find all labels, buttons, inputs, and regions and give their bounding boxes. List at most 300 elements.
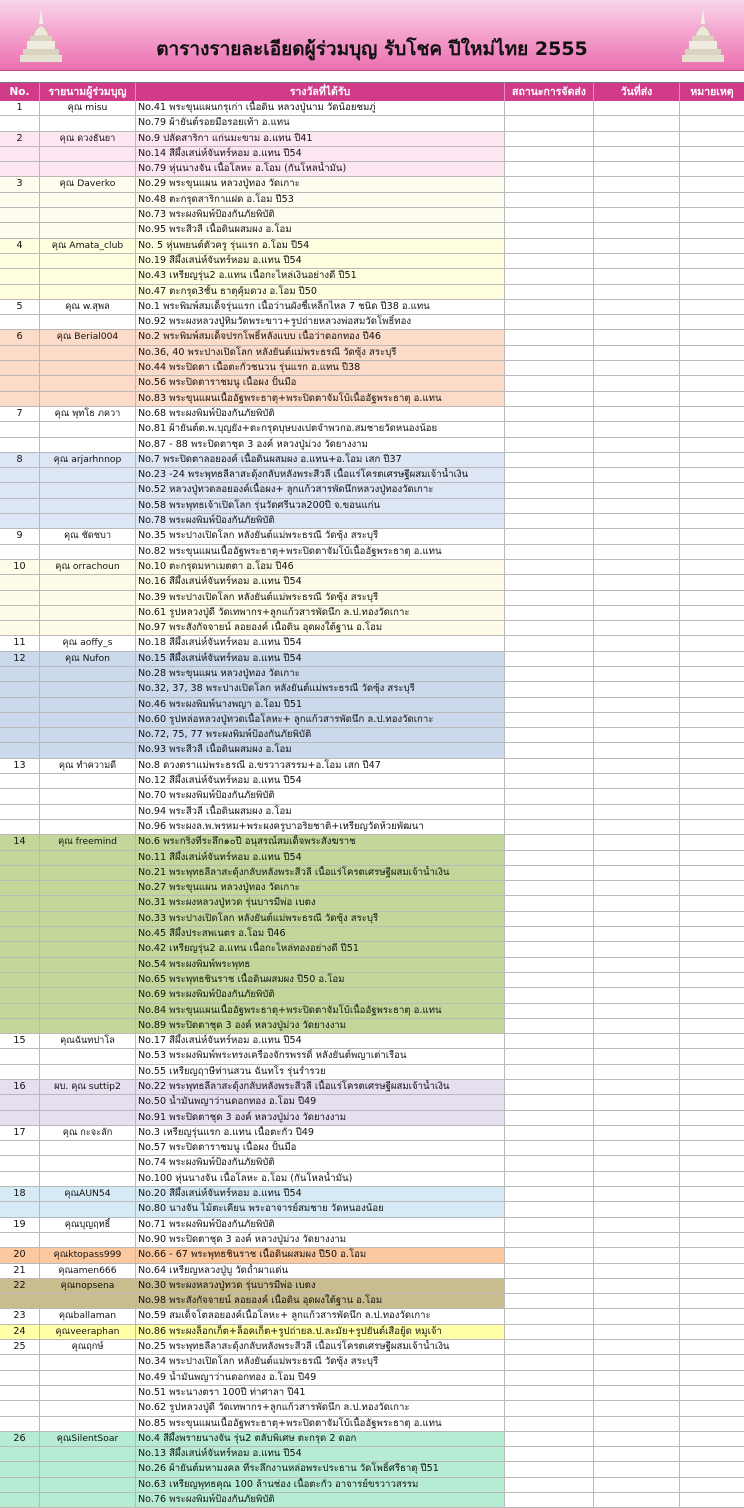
participant-name <box>40 942 136 956</box>
remarks-cell <box>680 223 744 237</box>
table-row <box>0 636 744 651</box>
prize-description: No.63 เหรียญพุทธคุณ 100 ล้านช่อง เนื้อตะกั่ว อาจารย์ขรวาวสรรม <box>136 1478 505 1492</box>
remarks-cell <box>680 851 744 865</box>
remarks-cell <box>680 881 744 895</box>
remarks-cell <box>680 713 744 727</box>
ship-date-cell <box>594 101 680 115</box>
remarks-cell <box>680 927 744 941</box>
shipping-status-cell <box>505 514 594 528</box>
ship-date-cell <box>594 223 680 237</box>
shipping-status-cell <box>505 1156 594 1170</box>
row-number <box>0 1371 40 1385</box>
remarks-cell <box>680 1417 744 1431</box>
table-row <box>0 499 744 514</box>
participant-name <box>40 789 136 803</box>
shipping-status-cell <box>505 346 594 360</box>
shipping-status-cell <box>505 1264 594 1278</box>
table-row <box>0 820 744 835</box>
ship-date-cell <box>594 285 680 299</box>
shipping-status-cell <box>505 1233 594 1247</box>
row-number <box>0 376 40 390</box>
shipping-status-cell <box>505 835 594 849</box>
table-row <box>0 514 744 529</box>
table-row <box>0 177 744 192</box>
participant-name: คุณ misu <box>40 101 136 115</box>
prize-description: No.32, 37, 38 พระปางเปิดโลก หลังยันต์แม่พระธรณี วัดซุ้ง สระบุรี <box>136 682 505 696</box>
participant-name <box>40 1478 136 1492</box>
shipping-status-cell <box>505 591 594 605</box>
participant-name <box>40 896 136 910</box>
participant-name: คุณballaman <box>40 1309 136 1323</box>
remarks-cell <box>680 1065 744 1079</box>
shipping-status-cell <box>505 239 594 253</box>
table-row <box>0 682 744 697</box>
prize-description: No.53 พระผงพิมพ์พระทรงเครื่องจักรพรรดิ์ หลังยันต์พญาเต่าเรือน <box>136 1049 505 1063</box>
ship-date-cell <box>594 499 680 513</box>
shipping-status-cell <box>505 1355 594 1369</box>
table-row <box>0 1371 744 1386</box>
shipping-status-cell <box>505 759 594 773</box>
prize-description: No.30 พระผงหลวงปู่ทวด รุ่นบารมีพ่อ เบตง <box>136 1279 505 1293</box>
shipping-status-cell <box>505 1386 594 1400</box>
prize-description: No.91 พระปิดตาชุด 3 องค์ หลวงปู่ม่วง วัดยางงาม <box>136 1111 505 1125</box>
shipping-status-cell <box>505 1080 594 1094</box>
shipping-status-cell <box>505 208 594 222</box>
shipping-status-cell <box>505 193 594 207</box>
shipping-status-cell <box>505 805 594 819</box>
participant-name: คุณ กะจะลัก <box>40 1126 136 1140</box>
table-row <box>0 1019 744 1034</box>
row-number <box>0 606 40 620</box>
ship-date-cell <box>594 407 680 421</box>
table-row <box>0 116 744 131</box>
prize-description: No.96 พระผงล.พ.พรหม+พระผงครูบาอริยชาติ+เหรียญวัดห้วยพัฒนา <box>136 820 505 834</box>
row-number <box>0 591 40 605</box>
participant-name <box>40 1141 136 1155</box>
shipping-status-cell <box>505 132 594 146</box>
shipping-status-cell <box>505 575 594 589</box>
participant-name <box>40 713 136 727</box>
ship-date-cell <box>594 698 680 712</box>
remarks-cell <box>680 606 744 620</box>
table-row <box>0 698 744 713</box>
remarks-cell <box>680 1386 744 1400</box>
remarks-cell <box>680 560 744 574</box>
table-row <box>0 560 744 575</box>
prize-description: No.68 พระผงพิมพ์ป้องกันภัยพิบัติ <box>136 407 505 421</box>
remarks-cell <box>680 1401 744 1415</box>
shipping-status-cell <box>505 973 594 987</box>
row-number <box>0 988 40 1002</box>
participant-name <box>40 1004 136 1018</box>
row-number <box>0 728 40 742</box>
participant-name <box>40 1111 136 1125</box>
prize-description: No.6 พระกริ่งที่ระลึก๑๐ปี อนุสรณ์สมเด็จพระสังฆราช <box>136 835 505 849</box>
remarks-cell <box>680 1309 744 1323</box>
participant-name: คุณktopass999 <box>40 1248 136 1262</box>
prize-description: No.25 พระพุทธลีลาสะดุ้งกลับหลังพระสีวลี เนื้อแร่โครตเศรษฐีผสมเจ้าน้ำเงิน <box>136 1340 505 1354</box>
participant-name <box>40 193 136 207</box>
header-no: No. <box>0 83 40 102</box>
ship-date-cell <box>594 1447 680 1461</box>
participant-name <box>40 1233 136 1247</box>
prize-description: No.81 ผ้ายันต์ต.พ.บุญยัง+ตะกรุดบุษบงเปตจำพวกอ.สมชายวัดหนองน้อย <box>136 422 505 436</box>
remarks-cell <box>680 499 744 513</box>
row-number <box>0 208 40 222</box>
participant-name <box>40 1493 136 1507</box>
row-number: 4 <box>0 239 40 253</box>
shipping-status-cell <box>505 1325 594 1339</box>
row-number: 3 <box>0 177 40 191</box>
participant-name: คุณฉันทปาโล <box>40 1034 136 1048</box>
prize-description: No.54 พระผงพิมพ์พระพุทธ <box>136 958 505 972</box>
table-row <box>0 545 744 560</box>
row-number: 9 <box>0 529 40 543</box>
prize-description: No.83 พระขุนแผนเนื้ออัฐพระธาตุ+พระปิดตาจัมโบ้เนื้ออัฐพระธาตุ อ.แทน <box>136 392 505 406</box>
shipping-status-cell <box>505 927 594 941</box>
prize-description: No.9 ปลัดสาริกา แก่นมะขาม อ.แทน ปี41 <box>136 132 505 146</box>
shipping-status-cell <box>505 1202 594 1216</box>
row-number <box>0 1493 40 1507</box>
ship-date-cell <box>594 973 680 987</box>
remarks-cell <box>680 743 744 757</box>
table-row <box>0 132 744 147</box>
shipping-status-cell <box>505 1172 594 1186</box>
table-header <box>0 82 744 103</box>
prize-description: No.52 หลวงปู่ทวดลอยองค์เนื้อผง+ ลูกแก้วสารพัดนึกหลวงปู่ทองวัดเกาะ <box>136 483 505 497</box>
prize-description: No.16 สีผึ้งเสน่ห์จันทร์หอม อ.แทน ปี54 <box>136 575 505 589</box>
participant-name <box>40 1049 136 1063</box>
row-number <box>0 1386 40 1400</box>
table-row <box>0 1355 744 1370</box>
remarks-cell <box>680 652 744 666</box>
row-number <box>0 468 40 482</box>
shipping-status-cell <box>505 162 594 176</box>
table-row <box>0 1156 744 1171</box>
remarks-cell <box>680 1462 744 1476</box>
shipping-status-cell <box>505 1111 594 1125</box>
ship-date-cell <box>594 1233 680 1247</box>
ship-date-cell <box>594 1340 680 1354</box>
participant-name <box>40 1202 136 1216</box>
remarks-cell <box>680 789 744 803</box>
participant-name <box>40 1386 136 1400</box>
ship-date-cell <box>594 1034 680 1048</box>
participant-name <box>40 973 136 987</box>
remarks-cell <box>680 1218 744 1232</box>
table-row <box>0 300 744 315</box>
table-row <box>0 575 744 590</box>
prize-description: No.58 พระพุทธเจ้าเปิดโลก รุ่นวัดศรีนวล200ปี จ.ขอนแก่น <box>136 499 505 513</box>
shipping-status-cell <box>505 269 594 283</box>
row-number: 13 <box>0 759 40 773</box>
table-row <box>0 346 744 361</box>
row-number <box>0 789 40 803</box>
shipping-status-cell <box>505 177 594 191</box>
table-row <box>0 529 744 544</box>
table-row <box>0 315 744 330</box>
prize-description: No.28 พระขุนแผน หลวงปู่ทอง วัดเกาะ <box>136 667 505 681</box>
header-ship-date: วันที่ส่ง <box>594 83 680 102</box>
table-row <box>0 591 744 606</box>
ship-date-cell <box>594 866 680 880</box>
participant-name <box>40 866 136 880</box>
remarks-cell <box>680 468 744 482</box>
ship-date-cell <box>594 438 680 452</box>
prize-description: No.80 นางจัน ไม้ตะเคียน พระอาจารย์สมชาย วัดหนองน้อย <box>136 1202 505 1216</box>
prize-description: No.65 พระพุทธชินราช เนื้อดินผสมผง ปี50 อ.โอม <box>136 973 505 987</box>
table-row <box>0 1462 744 1477</box>
prize-description: No.4 สีผึ้งพรายนางจัน รุ่น2 ตลับพิเศษ ตะกรุด 2 ดอก <box>136 1432 505 1446</box>
ship-date-cell <box>594 1126 680 1140</box>
remarks-cell <box>680 835 744 849</box>
remarks-cell <box>680 896 744 910</box>
prize-description: No.31 พระผงหลวงปู่ทวด รุ่นบารมีพ่อ เบตง <box>136 896 505 910</box>
prize-description: No.89 พระปิดตาชุด 3 องค์ หลวงปู่ม่วง วัดยางงาม <box>136 1019 505 1033</box>
ship-date-cell <box>594 743 680 757</box>
table-row <box>0 147 744 162</box>
remarks-cell <box>680 1126 744 1140</box>
row-number: 16 <box>0 1080 40 1094</box>
shipping-status-cell <box>505 223 594 237</box>
table-row <box>0 483 744 498</box>
ship-date-cell <box>594 1432 680 1446</box>
participant-name <box>40 1065 136 1079</box>
participant-name <box>40 988 136 1002</box>
prize-description: No.23 -24 พระพุทธลีลาสะดุ้งกลับหลังพระสีวลี เนื้อแร่โครตเศรษฐีผสมเจ้าน้ำเงิน <box>136 468 505 482</box>
participant-name <box>40 820 136 834</box>
row-number: 1 <box>0 101 40 115</box>
remarks-cell <box>680 514 744 528</box>
shipping-status-cell <box>505 315 594 329</box>
table-row <box>0 468 744 483</box>
remarks-cell <box>680 1294 744 1308</box>
row-number: 12 <box>0 652 40 666</box>
participant-name: คุณSilentSoar <box>40 1432 136 1446</box>
shipping-status-cell <box>505 667 594 681</box>
ship-date-cell <box>594 1049 680 1063</box>
participant-name <box>40 575 136 589</box>
row-number <box>0 223 40 237</box>
shipping-status-cell <box>505 468 594 482</box>
participant-name <box>40 361 136 375</box>
remarks-cell <box>680 1493 744 1507</box>
participant-name: คุณ orrachoun <box>40 560 136 574</box>
remarks-cell <box>680 269 744 283</box>
ship-date-cell <box>594 805 680 819</box>
row-number: 8 <box>0 453 40 467</box>
table-row <box>0 1309 744 1324</box>
shipping-status-cell <box>505 774 594 788</box>
remarks-cell <box>680 193 744 207</box>
remarks-cell <box>680 1248 744 1262</box>
row-number <box>0 958 40 972</box>
prize-description: No.17 สีผึ้งเสน่ห์จันทร์หอม อ.แทน ปี54 <box>136 1034 505 1048</box>
participant-name: คุณ aoffy_s <box>40 636 136 650</box>
row-number <box>0 285 40 299</box>
title-banner <box>0 0 744 71</box>
participant-name: คุณ พุทโธ ภควา <box>40 407 136 421</box>
prize-description: No.93 พระสีวลี เนื้อดินผสมผง อ.โอม <box>136 743 505 757</box>
remarks-cell <box>680 407 744 421</box>
prize-description: No.73 พระผงพิมพ์ป้องกันภัยพิบัติ <box>136 208 505 222</box>
prize-description: No.71 พระผงพิมพ์ป้องกันภัยพิบัติ <box>136 1218 505 1232</box>
table-row <box>0 743 744 758</box>
row-number <box>0 575 40 589</box>
ship-date-cell <box>594 958 680 972</box>
participant-name <box>40 1401 136 1415</box>
prize-description: No.15 สีผึ้งเสน่ห์จันทร์หอม อ.แทน ปี54 <box>136 652 505 666</box>
remarks-cell <box>680 1141 744 1155</box>
participant-name <box>40 851 136 865</box>
row-number <box>0 1478 40 1492</box>
row-number <box>0 422 40 436</box>
shipping-status-cell <box>505 300 594 314</box>
participant-name <box>40 728 136 742</box>
participant-name <box>40 422 136 436</box>
participant-name: คุณ freemind <box>40 835 136 849</box>
prize-description: No.57 พระปิดตาราชมนู เนื้อผง ปั้นมือ <box>136 1141 505 1155</box>
prize-description: No.78 พระผงพิมพ์ป้องกันภัยพิบัติ <box>136 514 505 528</box>
shipping-status-cell <box>505 820 594 834</box>
shipping-status-cell <box>505 392 594 406</box>
participant-name: คุณ Amata_club <box>40 239 136 253</box>
ship-date-cell <box>594 529 680 543</box>
row-number: 11 <box>0 636 40 650</box>
ship-date-cell <box>594 713 680 727</box>
ship-date-cell <box>594 1141 680 1155</box>
ship-date-cell <box>594 682 680 696</box>
prize-description: No.20 สีผึ้งเสน่ห์จันทร์หอม อ.แทน ปี54 <box>136 1187 505 1201</box>
prize-description: No.7 พระปิดตาลอยองค์ เนื้อดินผสมผง อ.แทน+อ.โอม เสก ปี37 <box>136 453 505 467</box>
shipping-status-cell <box>505 789 594 803</box>
ship-date-cell <box>594 621 680 635</box>
row-number <box>0 912 40 926</box>
row-number <box>0 942 40 956</box>
ship-date-cell <box>594 1294 680 1308</box>
ship-date-cell <box>594 1355 680 1369</box>
ship-date-cell <box>594 942 680 956</box>
remarks-cell <box>680 759 744 773</box>
remarks-cell <box>680 162 744 176</box>
shipping-status-cell <box>505 529 594 543</box>
prize-description: No.48 ตะกรุดสาริกาแฝด อ.โอม ปี53 <box>136 193 505 207</box>
row-number <box>0 483 40 497</box>
shipping-status-cell <box>505 147 594 161</box>
remarks-cell <box>680 1080 744 1094</box>
prize-description: No.62 รูปหลวงปู่ดี วัดเทพากร+ลูกแก้วสารพัดนึก ล.ป.ทองวัดเกาะ <box>136 1401 505 1415</box>
shipping-status-cell <box>505 682 594 696</box>
ship-date-cell <box>594 1325 680 1339</box>
row-number: 24 <box>0 1325 40 1339</box>
remarks-cell <box>680 1355 744 1369</box>
shipping-status-cell <box>505 1019 594 1033</box>
table-row <box>0 361 744 376</box>
header-prize: รางวัลที่ได้รับ <box>136 83 505 102</box>
row-number <box>0 866 40 880</box>
participant-name <box>40 208 136 222</box>
prize-description: No.92 พระผงหลวงปู่ทิมวัดพระขาว+รูปถ่ายหลวงพ่อสมวัดโพธิ์ทอง <box>136 315 505 329</box>
table-row <box>0 376 744 391</box>
remarks-cell <box>680 1432 744 1446</box>
prize-description: No.70 พระผงพิมพ์ป้องกันภัยพิบัติ <box>136 789 505 803</box>
table-row <box>0 1478 744 1493</box>
prize-description: No.47 ตะกรุด3ชั้น ธาตุคุ้มดวง อ.โอม ปี50 <box>136 285 505 299</box>
prize-description: No.84 พระขุนแผนเนื้ออัฐพระธาตุ+พระปิดตาจัมโบ้เนื้ออัฐพระธาตุ อ.แทน <box>136 1004 505 1018</box>
participant-name <box>40 667 136 681</box>
remarks-cell <box>680 1447 744 1461</box>
prize-description: No.8 ดวงตราแม่พระธรณี อ.ขรวาวสรรม+อ.โอม เสก ปี47 <box>136 759 505 773</box>
row-number: 14 <box>0 835 40 849</box>
remarks-cell <box>680 1264 744 1278</box>
table-row <box>0 759 744 774</box>
row-number: 2 <box>0 132 40 146</box>
table-row <box>0 1202 744 1217</box>
shipping-status-cell <box>505 453 594 467</box>
row-number: 23 <box>0 1309 40 1323</box>
participant-name <box>40 1462 136 1476</box>
row-number <box>0 254 40 268</box>
ship-date-cell <box>594 376 680 390</box>
prize-description: No.87 - 88 พระปิดตาชุด 3 องค์ หลวงปู่ม่วง วัดยางงาม <box>136 438 505 452</box>
table-row <box>0 193 744 208</box>
remarks-cell <box>680 1202 744 1216</box>
header-participant: รายนามผู้ร่วมบุญ <box>40 83 136 102</box>
remarks-cell <box>680 1279 744 1293</box>
prize-description: No.61 รูปหลวงปู่ดี วัดเทพากร+ลูกแก้วสารพัดนึก ล.ป.ทองวัดเกาะ <box>136 606 505 620</box>
prize-description: No.55 เหรียญฤาษีท่านสวน ฉันทโร รุ่นร่ำรวย <box>136 1065 505 1079</box>
table-row <box>0 1417 744 1432</box>
table-row <box>0 774 744 789</box>
ship-date-cell <box>594 1080 680 1094</box>
remarks-cell <box>680 438 744 452</box>
prize-description: No.98 พระสังกัจจายน์ ลอยองค์ เนื้อดิน อุดผงใต้ฐาน อ.โอม <box>136 1294 505 1308</box>
table-row <box>0 1401 744 1416</box>
ship-date-cell <box>594 560 680 574</box>
prize-description: No.59 สมเด็จโตลอยองค์เนื้อโลหะ+ ลูกแก้วสารพัดนึก ล.ป.ทองวัดเกาะ <box>136 1309 505 1323</box>
ship-date-cell <box>594 1248 680 1262</box>
remarks-cell <box>680 958 744 972</box>
row-number <box>0 392 40 406</box>
table-row <box>0 438 744 453</box>
shipping-status-cell <box>505 713 594 727</box>
participant-name: คุณฤกษ์ <box>40 1340 136 1354</box>
participant-name <box>40 147 136 161</box>
row-number <box>0 698 40 712</box>
prize-description: No.14 สีผึ้งเสน่ห์จันทร์หอม อ.แทน ปี54 <box>136 147 505 161</box>
table-row <box>0 162 744 177</box>
prize-description: No.29 พระขุนแผน หลวงปู่ทอง วัดเกาะ <box>136 177 505 191</box>
shipping-status-cell <box>505 881 594 895</box>
shipping-status-cell <box>505 698 594 712</box>
ship-date-cell <box>594 330 680 344</box>
remarks-cell <box>680 116 744 130</box>
shipping-status-cell <box>505 116 594 130</box>
table-row <box>0 988 744 1003</box>
prize-description: No.21 พระพุทธลีลาสะดุ้งกลับหลังพระสีวลี เนื้อแร่โครตเศรษฐีผสมเจ้าน้ำเงิน <box>136 866 505 880</box>
table-row <box>0 1386 744 1401</box>
table-row <box>0 866 744 881</box>
row-number <box>0 667 40 681</box>
row-number <box>0 820 40 834</box>
prize-description: No.12 สีผึ้งเสน่ห์จันทร์หอม อ.แทน ปี54 <box>136 774 505 788</box>
row-number <box>0 1156 40 1170</box>
row-number: 25 <box>0 1340 40 1354</box>
participant-name <box>40 1172 136 1186</box>
table-row <box>0 269 744 284</box>
shipping-status-cell <box>505 1248 594 1262</box>
ship-date-cell <box>594 1187 680 1201</box>
